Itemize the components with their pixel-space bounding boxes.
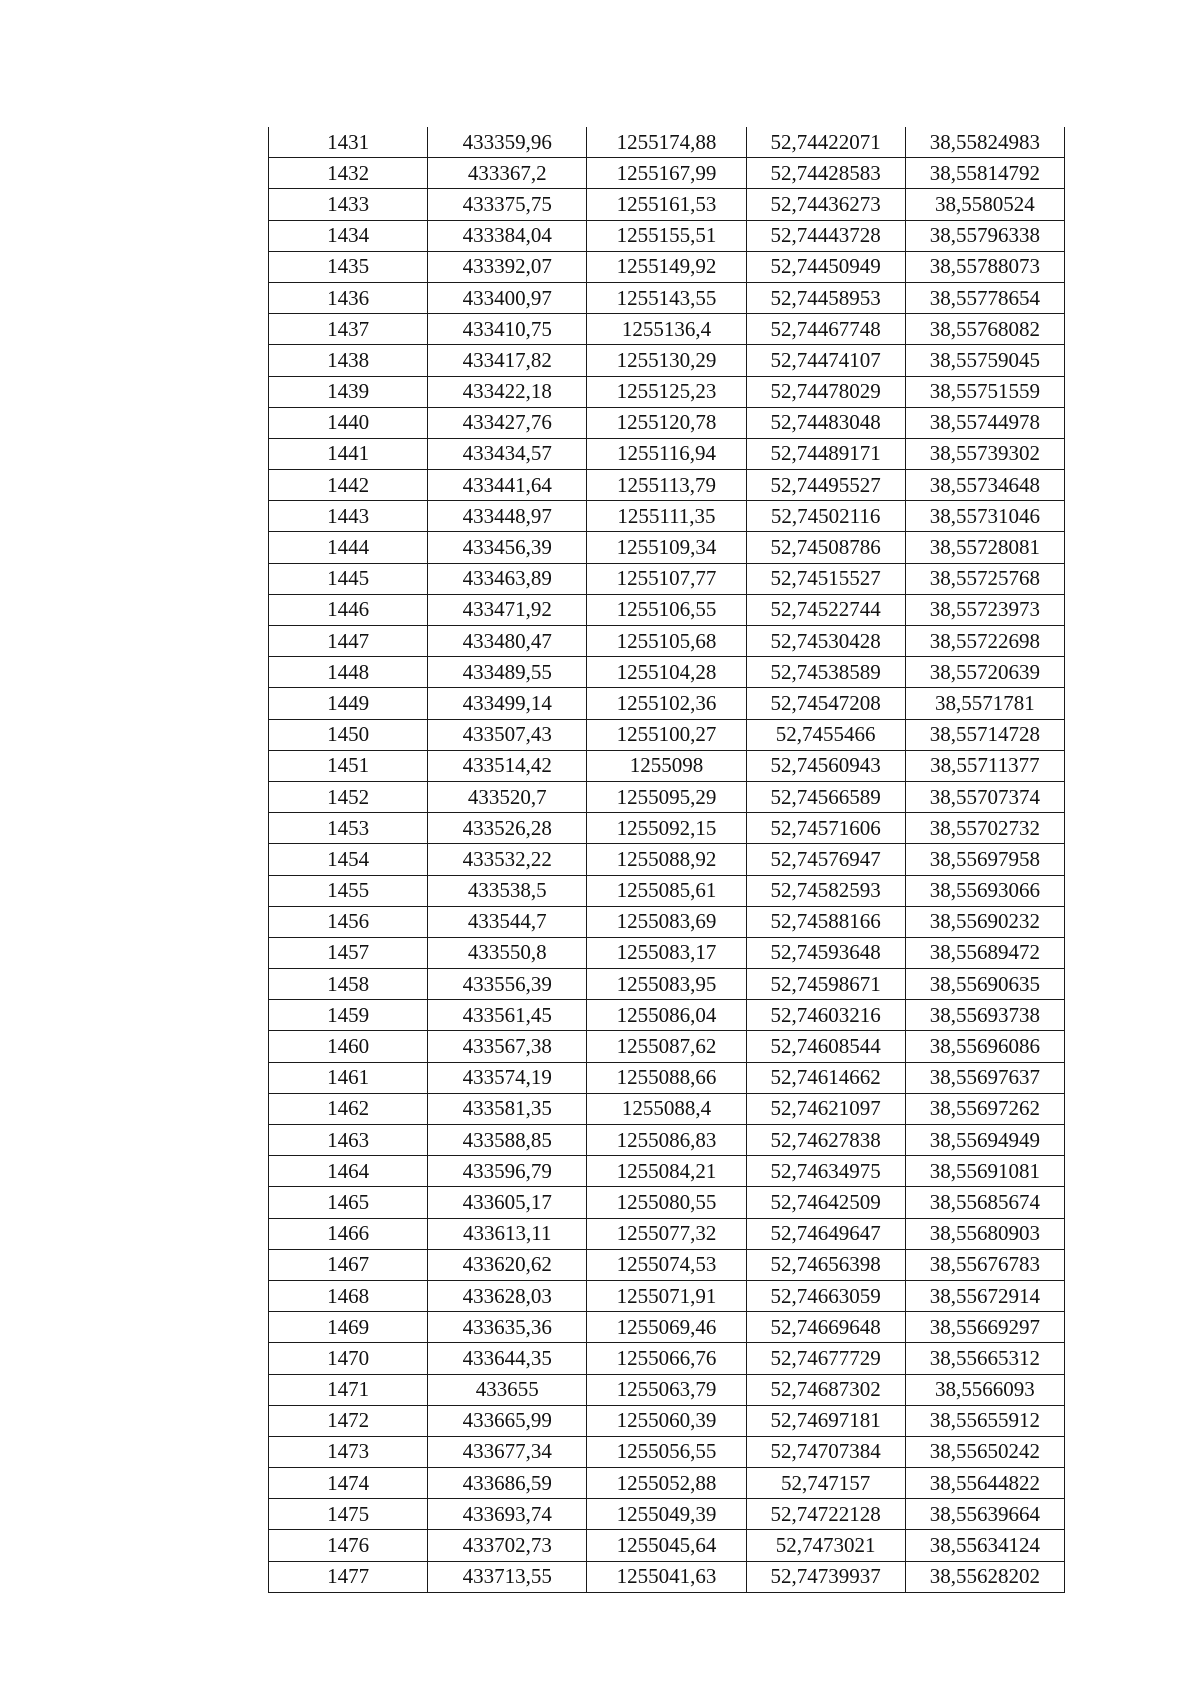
y-coordinate-cell: 1255136,4 [587, 314, 746, 345]
point-number-cell: 1438 [269, 345, 428, 376]
longitude-cell: 38,55696086 [905, 1031, 1064, 1062]
table-row [269, 127, 1065, 158]
table-row [269, 844, 1065, 875]
latitude-cell: 52,74522744 [746, 594, 905, 625]
longitude-cell: 38,55702732 [905, 813, 1064, 844]
table-row [269, 158, 1065, 189]
table-row [269, 594, 1065, 625]
x-coordinate-cell: 433375,75 [428, 189, 587, 220]
y-coordinate-cell: 1255116,94 [587, 438, 746, 469]
point-number-cell: 1447 [269, 626, 428, 657]
x-coordinate-cell: 433480,47 [428, 626, 587, 657]
point-number-cell: 1441 [269, 438, 428, 469]
table-row [269, 1468, 1065, 1499]
x-coordinate-cell: 433665,99 [428, 1405, 587, 1436]
longitude-cell: 38,55720639 [905, 657, 1064, 688]
point-number-cell: 1453 [269, 813, 428, 844]
latitude-cell: 52,74582593 [746, 875, 905, 906]
point-number-cell: 1452 [269, 781, 428, 812]
latitude-cell: 52,74722128 [746, 1499, 905, 1530]
longitude-cell: 38,55731046 [905, 501, 1064, 532]
point-number-cell: 1437 [269, 314, 428, 345]
table-row [269, 1405, 1065, 1436]
x-coordinate-cell: 433532,22 [428, 844, 587, 875]
latitude-cell: 52,74436273 [746, 189, 905, 220]
latitude-cell: 52,74608544 [746, 1031, 905, 1062]
y-coordinate-cell: 1255066,76 [587, 1343, 746, 1374]
point-number-cell: 1466 [269, 1218, 428, 1249]
y-coordinate-cell: 1255167,99 [587, 158, 746, 189]
x-coordinate-cell: 433463,89 [428, 563, 587, 594]
y-coordinate-cell: 1255049,39 [587, 1499, 746, 1530]
y-coordinate-cell: 1255084,21 [587, 1156, 746, 1187]
x-coordinate-cell: 433686,59 [428, 1468, 587, 1499]
y-coordinate-cell: 1255155,51 [587, 220, 746, 251]
longitude-cell: 38,55739302 [905, 438, 1064, 469]
longitude-cell: 38,55788073 [905, 251, 1064, 282]
longitude-cell: 38,55669297 [905, 1312, 1064, 1343]
longitude-cell: 38,55814792 [905, 158, 1064, 189]
longitude-cell: 38,55693066 [905, 875, 1064, 906]
x-coordinate-cell: 433635,36 [428, 1312, 587, 1343]
x-coordinate-cell: 433613,11 [428, 1218, 587, 1249]
x-coordinate-cell: 433574,19 [428, 1062, 587, 1093]
longitude-cell: 38,55796338 [905, 220, 1064, 251]
table-row [269, 781, 1065, 812]
x-coordinate-cell: 433384,04 [428, 220, 587, 251]
latitude-cell: 52,74687302 [746, 1374, 905, 1405]
longitude-cell: 38,55697958 [905, 844, 1064, 875]
longitude-cell: 38,55768082 [905, 314, 1064, 345]
x-coordinate-cell: 433620,62 [428, 1249, 587, 1280]
latitude-cell: 52,74707384 [746, 1436, 905, 1467]
latitude-cell: 52,74489171 [746, 438, 905, 469]
y-coordinate-cell: 1255056,55 [587, 1436, 746, 1467]
latitude-cell: 52,74428583 [746, 158, 905, 189]
longitude-cell: 38,55778654 [905, 282, 1064, 313]
x-coordinate-cell: 433713,55 [428, 1561, 587, 1592]
latitude-cell: 52,74634975 [746, 1156, 905, 1187]
x-coordinate-cell: 433400,97 [428, 282, 587, 313]
longitude-cell: 38,55725768 [905, 563, 1064, 594]
y-coordinate-cell: 1255105,68 [587, 626, 746, 657]
y-coordinate-cell: 1255069,46 [587, 1312, 746, 1343]
longitude-cell: 38,55690232 [905, 906, 1064, 937]
latitude-cell: 52,74593648 [746, 937, 905, 968]
table-row [269, 688, 1065, 719]
table-row [269, 345, 1065, 376]
y-coordinate-cell: 1255052,88 [587, 1468, 746, 1499]
point-number-cell: 1477 [269, 1561, 428, 1592]
point-number-cell: 1464 [269, 1156, 428, 1187]
y-coordinate-cell: 1255120,78 [587, 407, 746, 438]
y-coordinate-cell: 1255083,69 [587, 906, 746, 937]
point-number-cell: 1444 [269, 532, 428, 563]
x-coordinate-cell: 433514,42 [428, 750, 587, 781]
point-number-cell: 1462 [269, 1093, 428, 1124]
point-number-cell: 1450 [269, 719, 428, 750]
table-row [269, 626, 1065, 657]
table-row [269, 251, 1065, 282]
latitude-cell: 52,74478029 [746, 376, 905, 407]
coordinates-table [268, 127, 1065, 1593]
point-number-cell: 1465 [269, 1187, 428, 1218]
x-coordinate-cell: 433628,03 [428, 1280, 587, 1311]
point-number-cell: 1433 [269, 189, 428, 220]
latitude-cell: 52,74422071 [746, 127, 905, 158]
point-number-cell: 1451 [269, 750, 428, 781]
point-number-cell: 1469 [269, 1312, 428, 1343]
x-coordinate-cell: 433556,39 [428, 969, 587, 1000]
longitude-cell: 38,55697637 [905, 1062, 1064, 1093]
longitude-cell: 38,55707374 [905, 781, 1064, 812]
x-coordinate-cell: 433581,35 [428, 1093, 587, 1124]
latitude-cell: 52,74443728 [746, 220, 905, 251]
latitude-cell: 52,74677729 [746, 1343, 905, 1374]
point-number-cell: 1445 [269, 563, 428, 594]
latitude-cell: 52,74508786 [746, 532, 905, 563]
latitude-cell: 52,7473021 [746, 1530, 905, 1561]
x-coordinate-cell: 433567,38 [428, 1031, 587, 1062]
y-coordinate-cell: 1255045,64 [587, 1530, 746, 1561]
point-number-cell: 1439 [269, 376, 428, 407]
point-number-cell: 1449 [269, 688, 428, 719]
point-number-cell: 1459 [269, 1000, 428, 1031]
point-number-cell: 1471 [269, 1374, 428, 1405]
x-coordinate-cell: 433605,17 [428, 1187, 587, 1218]
y-coordinate-cell: 1255063,79 [587, 1374, 746, 1405]
y-coordinate-cell: 1255106,55 [587, 594, 746, 625]
table-row [269, 1374, 1065, 1405]
latitude-cell: 52,74621097 [746, 1093, 905, 1124]
x-coordinate-cell: 433456,39 [428, 532, 587, 563]
longitude-cell: 38,55685674 [905, 1187, 1064, 1218]
table-row [269, 906, 1065, 937]
latitude-cell: 52,74697181 [746, 1405, 905, 1436]
longitude-cell: 38,55697262 [905, 1093, 1064, 1124]
table-row [269, 220, 1065, 251]
point-number-cell: 1473 [269, 1436, 428, 1467]
longitude-cell: 38,55714728 [905, 719, 1064, 750]
x-coordinate-cell: 433499,14 [428, 688, 587, 719]
y-coordinate-cell: 1255060,39 [587, 1405, 746, 1436]
x-coordinate-cell: 433544,7 [428, 906, 587, 937]
x-coordinate-cell: 433434,57 [428, 438, 587, 469]
y-coordinate-cell: 1255125,23 [587, 376, 746, 407]
x-coordinate-cell: 433702,73 [428, 1530, 587, 1561]
longitude-cell: 38,55728081 [905, 532, 1064, 563]
longitude-cell: 38,55751559 [905, 376, 1064, 407]
point-number-cell: 1458 [269, 969, 428, 1000]
table-row [269, 1187, 1065, 1218]
y-coordinate-cell: 1255083,17 [587, 937, 746, 968]
y-coordinate-cell: 1255111,35 [587, 501, 746, 532]
table-row [269, 750, 1065, 781]
x-coordinate-cell: 433410,75 [428, 314, 587, 345]
point-number-cell: 1460 [269, 1031, 428, 1062]
x-coordinate-cell: 433693,74 [428, 1499, 587, 1530]
longitude-cell: 38,55734648 [905, 470, 1064, 501]
table-row [269, 314, 1065, 345]
point-number-cell: 1461 [269, 1062, 428, 1093]
x-coordinate-cell: 433526,28 [428, 813, 587, 844]
table-row [269, 875, 1065, 906]
latitude-cell: 52,74649647 [746, 1218, 905, 1249]
latitude-cell: 52,74603216 [746, 1000, 905, 1031]
table-row [269, 1031, 1065, 1062]
x-coordinate-cell: 433359,96 [428, 127, 587, 158]
y-coordinate-cell: 1255085,61 [587, 875, 746, 906]
point-number-cell: 1442 [269, 470, 428, 501]
longitude-cell: 38,5566093 [905, 1374, 1064, 1405]
point-number-cell: 1434 [269, 220, 428, 251]
table-row [269, 1436, 1065, 1467]
y-coordinate-cell: 1255088,66 [587, 1062, 746, 1093]
longitude-cell: 38,55665312 [905, 1343, 1064, 1374]
longitude-cell: 38,55711377 [905, 750, 1064, 781]
y-coordinate-cell: 1255092,15 [587, 813, 746, 844]
longitude-cell: 38,55644822 [905, 1468, 1064, 1499]
longitude-cell: 38,55694949 [905, 1125, 1064, 1156]
y-coordinate-cell: 1255086,83 [587, 1125, 746, 1156]
table-row [269, 1218, 1065, 1249]
table-row [269, 1280, 1065, 1311]
y-coordinate-cell: 1255074,53 [587, 1249, 746, 1280]
longitude-cell: 38,55634124 [905, 1530, 1064, 1561]
y-coordinate-cell: 1255161,53 [587, 189, 746, 220]
point-number-cell: 1472 [269, 1405, 428, 1436]
point-number-cell: 1435 [269, 251, 428, 282]
longitude-cell: 38,5580524 [905, 189, 1064, 220]
y-coordinate-cell: 1255098 [587, 750, 746, 781]
longitude-cell: 38,55680903 [905, 1218, 1064, 1249]
point-number-cell: 1455 [269, 875, 428, 906]
longitude-cell: 38,55722698 [905, 626, 1064, 657]
y-coordinate-cell: 1255113,79 [587, 470, 746, 501]
y-coordinate-cell: 1255149,92 [587, 251, 746, 282]
y-coordinate-cell: 1255095,29 [587, 781, 746, 812]
latitude-cell: 52,74450949 [746, 251, 905, 282]
latitude-cell: 52,74642509 [746, 1187, 905, 1218]
point-number-cell: 1475 [269, 1499, 428, 1530]
latitude-cell: 52,74474107 [746, 345, 905, 376]
y-coordinate-cell: 1255104,28 [587, 657, 746, 688]
point-number-cell: 1431 [269, 127, 428, 158]
x-coordinate-cell: 433422,18 [428, 376, 587, 407]
latitude-cell: 52,74467748 [746, 314, 905, 345]
point-number-cell: 1456 [269, 906, 428, 937]
x-coordinate-cell: 433677,34 [428, 1436, 587, 1467]
x-coordinate-cell: 433655 [428, 1374, 587, 1405]
latitude-cell: 52,7455466 [746, 719, 905, 750]
table-row [269, 563, 1065, 594]
point-number-cell: 1454 [269, 844, 428, 875]
y-coordinate-cell: 1255086,04 [587, 1000, 746, 1031]
table-row [269, 1561, 1065, 1592]
point-number-cell: 1457 [269, 937, 428, 968]
y-coordinate-cell: 1255087,62 [587, 1031, 746, 1062]
table-row [269, 1125, 1065, 1156]
table-row [269, 1156, 1065, 1187]
point-number-cell: 1440 [269, 407, 428, 438]
y-coordinate-cell: 1255100,27 [587, 719, 746, 750]
point-number-cell: 1443 [269, 501, 428, 532]
y-coordinate-cell: 1255088,4 [587, 1093, 746, 1124]
y-coordinate-cell: 1255107,77 [587, 563, 746, 594]
table-row [269, 1343, 1065, 1374]
table-row [269, 1312, 1065, 1343]
latitude-cell: 52,747157 [746, 1468, 905, 1499]
point-number-cell: 1448 [269, 657, 428, 688]
y-coordinate-cell: 1255080,55 [587, 1187, 746, 1218]
latitude-cell: 52,74547208 [746, 688, 905, 719]
table-row [269, 1000, 1065, 1031]
x-coordinate-cell: 433561,45 [428, 1000, 587, 1031]
table-row [269, 282, 1065, 313]
y-coordinate-cell: 1255071,91 [587, 1280, 746, 1311]
latitude-cell: 52,74566589 [746, 781, 905, 812]
x-coordinate-cell: 433392,07 [428, 251, 587, 282]
x-coordinate-cell: 433538,5 [428, 875, 587, 906]
table-row [269, 1062, 1065, 1093]
table-row [269, 657, 1065, 688]
x-coordinate-cell: 433441,64 [428, 470, 587, 501]
longitude-cell: 38,55655912 [905, 1405, 1064, 1436]
coordinates-table-body [269, 127, 1065, 1592]
longitude-cell: 38,55676783 [905, 1249, 1064, 1280]
latitude-cell: 52,74614662 [746, 1062, 905, 1093]
table-row [269, 719, 1065, 750]
x-coordinate-cell: 433520,7 [428, 781, 587, 812]
point-number-cell: 1470 [269, 1343, 428, 1374]
y-coordinate-cell: 1255130,29 [587, 345, 746, 376]
latitude-cell: 52,74669648 [746, 1312, 905, 1343]
x-coordinate-cell: 433644,35 [428, 1343, 587, 1374]
latitude-cell: 52,74458953 [746, 282, 905, 313]
longitude-cell: 38,55744978 [905, 407, 1064, 438]
latitude-cell: 52,74663059 [746, 1280, 905, 1311]
y-coordinate-cell: 1255102,36 [587, 688, 746, 719]
x-coordinate-cell: 433550,8 [428, 937, 587, 968]
point-number-cell: 1463 [269, 1125, 428, 1156]
x-coordinate-cell: 433417,82 [428, 345, 587, 376]
y-coordinate-cell: 1255174,88 [587, 127, 746, 158]
table-row [269, 189, 1065, 220]
point-number-cell: 1476 [269, 1530, 428, 1561]
table-row [269, 969, 1065, 1000]
latitude-cell: 52,74588166 [746, 906, 905, 937]
y-coordinate-cell: 1255143,55 [587, 282, 746, 313]
longitude-cell: 38,55691081 [905, 1156, 1064, 1187]
table-row [269, 501, 1065, 532]
point-number-cell: 1432 [269, 158, 428, 189]
longitude-cell: 38,5571781 [905, 688, 1064, 719]
table-row [269, 1530, 1065, 1561]
latitude-cell: 52,74502116 [746, 501, 905, 532]
x-coordinate-cell: 433596,79 [428, 1156, 587, 1187]
x-coordinate-cell: 433507,43 [428, 719, 587, 750]
x-coordinate-cell: 433448,97 [428, 501, 587, 532]
table-row [269, 438, 1065, 469]
longitude-cell: 38,55628202 [905, 1561, 1064, 1592]
y-coordinate-cell: 1255077,32 [587, 1218, 746, 1249]
table-row [269, 1249, 1065, 1280]
x-coordinate-cell: 433427,76 [428, 407, 587, 438]
x-coordinate-cell: 433367,2 [428, 158, 587, 189]
latitude-cell: 52,74538589 [746, 657, 905, 688]
latitude-cell: 52,74530428 [746, 626, 905, 657]
table-row [269, 376, 1065, 407]
y-coordinate-cell: 1255041,63 [587, 1561, 746, 1592]
longitude-cell: 38,55693738 [905, 1000, 1064, 1031]
longitude-cell: 38,55723973 [905, 594, 1064, 625]
latitude-cell: 52,74515527 [746, 563, 905, 594]
latitude-cell: 52,74656398 [746, 1249, 905, 1280]
table-row [269, 813, 1065, 844]
x-coordinate-cell: 433489,55 [428, 657, 587, 688]
latitude-cell: 52,74483048 [746, 407, 905, 438]
latitude-cell: 52,74739937 [746, 1561, 905, 1592]
latitude-cell: 52,74495527 [746, 470, 905, 501]
latitude-cell: 52,74576947 [746, 844, 905, 875]
y-coordinate-cell: 1255088,92 [587, 844, 746, 875]
point-number-cell: 1474 [269, 1468, 428, 1499]
longitude-cell: 38,55759045 [905, 345, 1064, 376]
table-row [269, 937, 1065, 968]
y-coordinate-cell: 1255083,95 [587, 969, 746, 1000]
longitude-cell: 38,55690635 [905, 969, 1064, 1000]
longitude-cell: 38,55672914 [905, 1280, 1064, 1311]
longitude-cell: 38,55650242 [905, 1436, 1064, 1467]
table-row [269, 1499, 1065, 1530]
point-number-cell: 1446 [269, 594, 428, 625]
longitude-cell: 38,55689472 [905, 937, 1064, 968]
y-coordinate-cell: 1255109,34 [587, 532, 746, 563]
longitude-cell: 38,55639664 [905, 1499, 1064, 1530]
latitude-cell: 52,74571606 [746, 813, 905, 844]
point-number-cell: 1468 [269, 1280, 428, 1311]
x-coordinate-cell: 433471,92 [428, 594, 587, 625]
table-row [269, 1093, 1065, 1124]
table-row [269, 470, 1065, 501]
point-number-cell: 1436 [269, 282, 428, 313]
latitude-cell: 52,74598671 [746, 969, 905, 1000]
table-row [269, 532, 1065, 563]
x-coordinate-cell: 433588,85 [428, 1125, 587, 1156]
longitude-cell: 38,55824983 [905, 127, 1064, 158]
table-row [269, 407, 1065, 438]
latitude-cell: 52,74560943 [746, 750, 905, 781]
point-number-cell: 1467 [269, 1249, 428, 1280]
latitude-cell: 52,74627838 [746, 1125, 905, 1156]
